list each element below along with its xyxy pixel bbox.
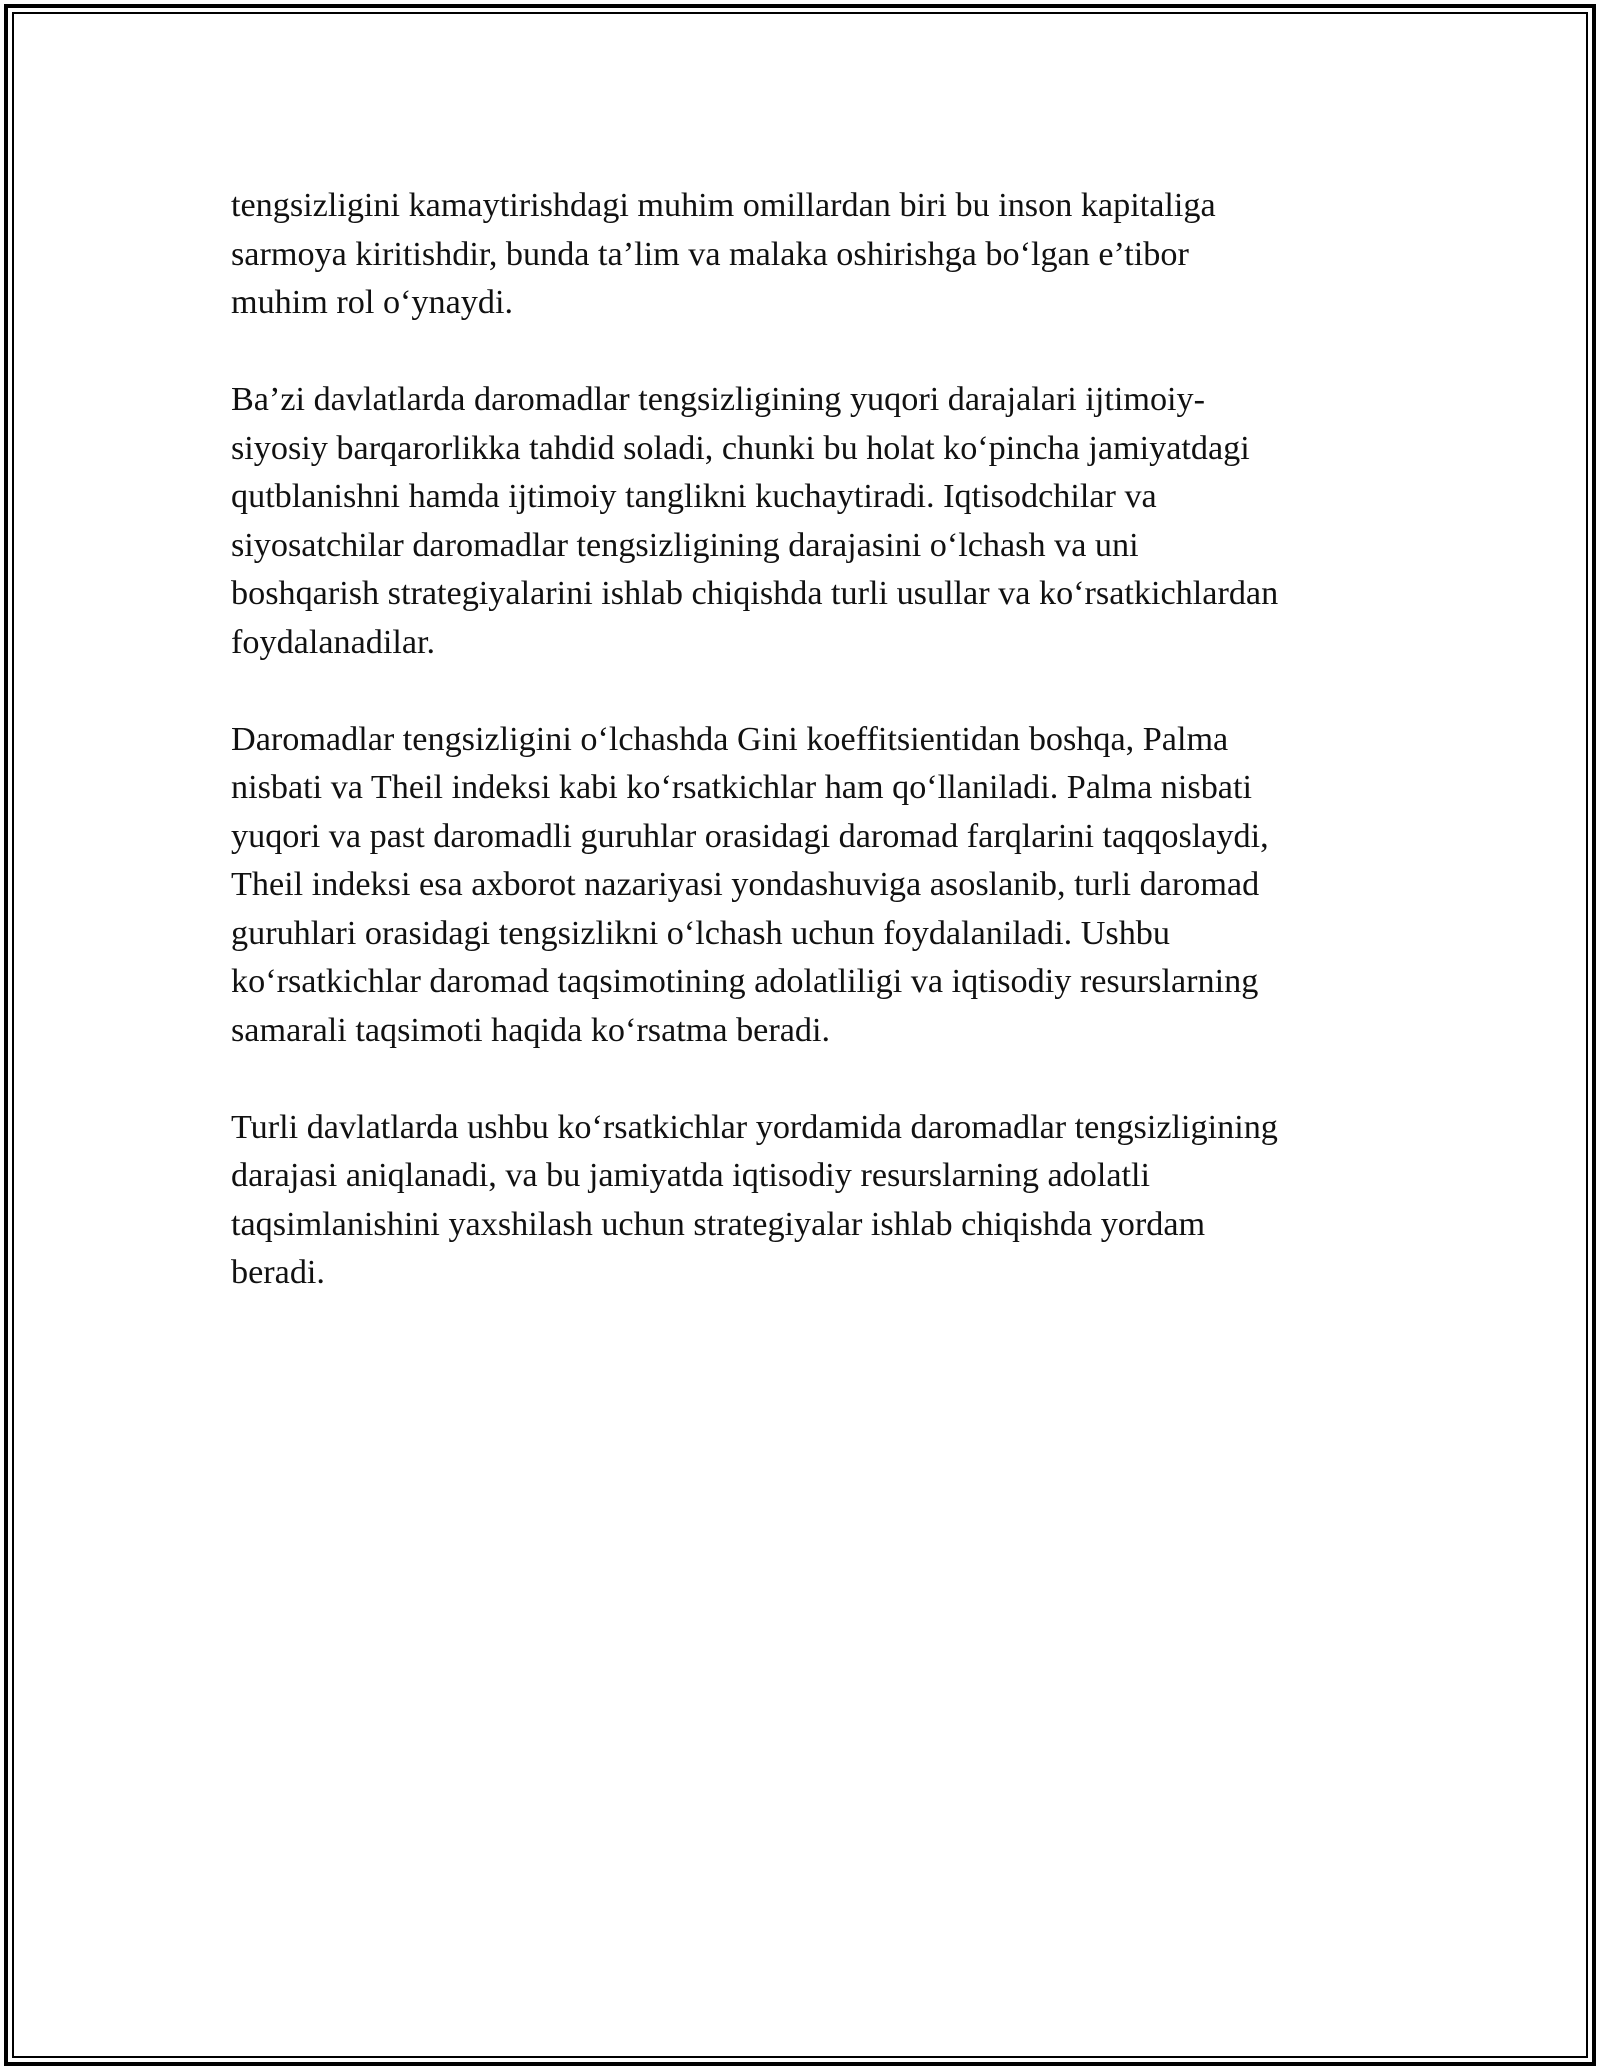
text-line: muhim rol o‘ynaydi. xyxy=(231,284,514,321)
text-line: qutblanishni hamda ijtimoiy tanglikni kuchaytiradi. Iqtisodchilar va xyxy=(231,478,1157,515)
paragraph-4 xyxy=(231,1104,1391,1298)
text-line: ko‘rsatkichlar daromad taqsimotining adolatliligi va iqtisodiy resurslarning xyxy=(231,963,1259,1000)
paragraph-1 xyxy=(231,182,1391,328)
text-line: taqsimlanishini yaxshilash uchun strategiyalar ishlab chiqishda yordam xyxy=(231,1205,1206,1243)
text-line: yuqori va past daromadli guruhlar orasidagi daromad farqlarini taqqoslaydi, xyxy=(231,817,1269,855)
text-line: tengsizligini kamaytirishdagi muhim omillardan biri bu inson kapitaliga xyxy=(231,187,1216,224)
text-line: Ba’zi davlatlarda daromadlar tengsizligining yuqori darajalari ijtimoiy- xyxy=(231,381,1206,418)
text-line: Turli davlatlarda ushbu ko‘rsatkichlar yordamida daromadlar tengsizligining xyxy=(231,1108,1278,1146)
text-line: foydalanadilar. xyxy=(231,623,436,661)
text-line: Daromadlar tengsizligini o‘lchashda Gini koeffitsientidan boshqa, Palma xyxy=(231,720,1229,758)
text-line: samarali taqsimoti haqida ko‘rsatma beradi. xyxy=(231,1011,831,1049)
paragraph-2 xyxy=(231,376,1391,667)
text-line: nisbati va Theil indeksi kabi ko‘rsatkichlar ham qo‘llaniladi. Palma nisbati xyxy=(231,769,1252,806)
text-line: sarmoya kiritishdir, bunda ta’lim va malaka oshirishga bo‘lgan e’tibor xyxy=(231,235,1189,273)
text-line: beradi. xyxy=(231,1254,325,1291)
text-line: darajasi aniqlanadi, va bu jamiyatda iqtisodiy resurslarning adolatli xyxy=(231,1157,1151,1194)
paragraph-3 xyxy=(231,716,1391,1056)
text-line: siyosatchilar daromadlar tengsizligining darajasini o‘lchash va uni xyxy=(231,526,1139,564)
text-line: guruhlari orasidagi tengsizlikni o‘lchash uchun foydalaniladi. Ushbu xyxy=(231,914,1170,952)
document-body xyxy=(231,182,1391,1346)
text-line: boshqarish strategiyalarini ishlab chiqishda turli usullar va ko‘rsatkichlardan xyxy=(231,575,1279,612)
text-line: siyosiy barqarorlikka tahdid soladi, chunki bu holat ko‘pincha jamiyatdagi xyxy=(231,429,1250,467)
text-line: Theil indeksi esa axborot nazariyasi yondashuviga asoslanib, turli daromad xyxy=(231,866,1260,903)
